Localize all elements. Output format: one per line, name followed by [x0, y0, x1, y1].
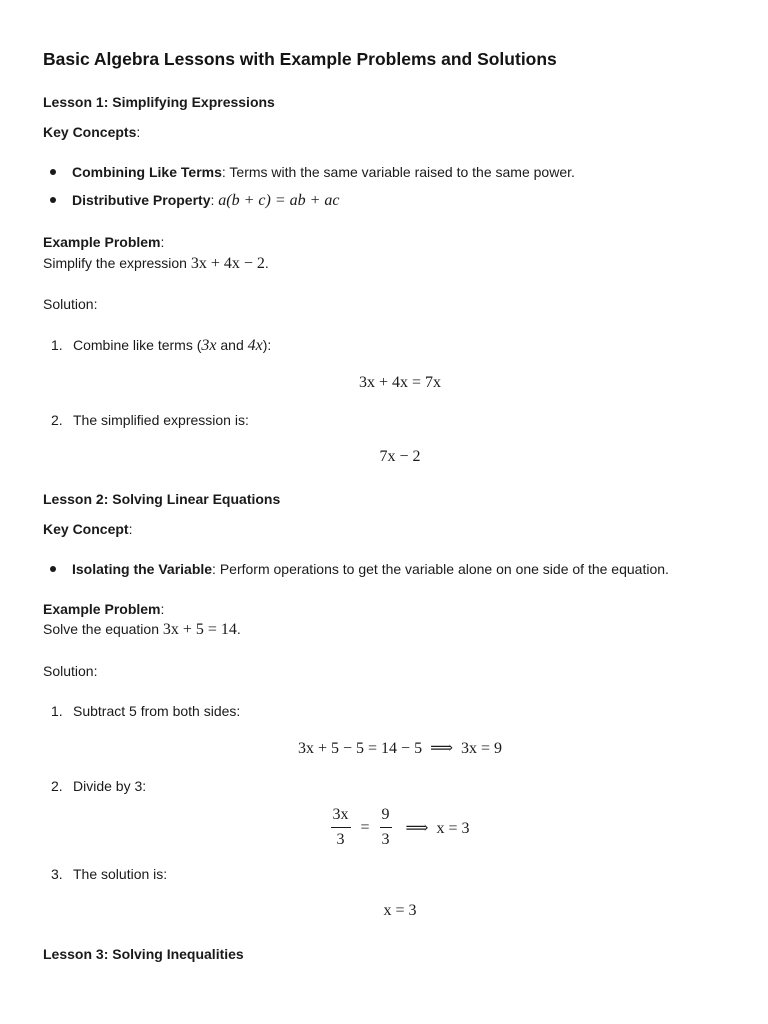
bullet-dot-icon: [50, 197, 56, 203]
bullet-term: Isolating the Variable: [72, 561, 213, 577]
example-end: .: [264, 255, 269, 271]
display-equation: 3x + 5 − 5 = 14 − 5 ⟹ 3x = 9: [297, 740, 503, 757]
solution-step: [51, 703, 240, 719]
step-text: Combine like terms (: [73, 337, 202, 353]
step-text: Divide by 3:: [73, 778, 147, 794]
lesson-2-key-concept: [43, 521, 132, 537]
step-text: ):: [262, 337, 272, 353]
lesson-1-example-label: [43, 234, 164, 250]
equals-sign: =: [360, 818, 370, 836]
bullet-item: [50, 192, 340, 210]
display-fraction-equation: [0, 806, 768, 849]
step-math: 4x: [247, 337, 263, 354]
bullet-item: [50, 561, 669, 577]
step-text: The solution is:: [73, 866, 168, 882]
step-number: 2.: [51, 412, 63, 428]
bullet-text: : Perform operations to get the variable alone on one side of the equation.: [212, 561, 669, 577]
fraction-denominator: 3: [336, 831, 345, 848]
bullet-dot-icon: [50, 566, 56, 572]
fraction-numerator: 9: [380, 806, 392, 828]
lesson-2-heading: Lesson 2: Solving Linear Equations: [43, 491, 281, 507]
fraction-left: [331, 806, 351, 849]
example-math: 3x + 5 = 14: [162, 621, 237, 638]
bullet-item: [50, 164, 575, 180]
lesson-2-example-text: [43, 621, 241, 639]
lesson-1-key-concepts: [43, 124, 140, 140]
bullet-math: a(b + c) = ab + ac: [218, 192, 340, 209]
lesson-3-heading: Lesson 3: Solving Inequalities: [43, 946, 244, 962]
bullet-dot-icon: [50, 169, 56, 175]
lesson-2-solution-label: Solution:: [43, 663, 98, 679]
key-concept-colon: :: [128, 521, 133, 537]
solution-step: [51, 778, 146, 794]
example-label: Example Problem: [43, 234, 161, 250]
display-equation: 7x − 2: [379, 448, 421, 465]
fraction-right: [380, 806, 392, 849]
step-number: 1.: [51, 703, 63, 719]
fraction-numerator: 3x: [331, 806, 351, 828]
fraction-denominator: 3: [381, 831, 390, 848]
example-label: Example Problem: [43, 601, 161, 617]
step-text: The simplified expression is:: [73, 412, 249, 428]
bullet-term: Combining Like Terms: [72, 164, 222, 180]
display-equation: 3x + 4x = 7x: [358, 374, 442, 391]
example-end: .: [236, 621, 241, 637]
step-text: and: [216, 337, 248, 353]
example-colon: :: [160, 234, 165, 250]
bullet-text: : Terms with the same variable raised to the same power.: [221, 164, 575, 180]
solution-step: [51, 337, 271, 355]
solution-step: [51, 866, 167, 882]
solution-step: [51, 412, 249, 428]
step-text: Subtract 5 from both sides:: [73, 703, 241, 719]
bullet-text: :: [210, 192, 219, 208]
lesson-1-heading: Lesson 1: Simplifying Expressions: [43, 94, 275, 110]
page-title: Basic Algebra Lessons with Example Problems and Solutions: [43, 49, 557, 69]
lesson-2-example-label: [43, 601, 164, 617]
key-concept-label: Key Concept: [43, 521, 129, 537]
lesson-1-solution-label: Solution:: [43, 296, 98, 312]
example-math: 3x + 4x − 2: [190, 255, 265, 272]
lesson-1-example-text: [43, 255, 269, 273]
example-colon: :: [160, 601, 165, 617]
example-text: Simplify the expression: [43, 255, 191, 271]
example-text: Solve the equation: [43, 621, 163, 637]
step-math: 3x: [201, 337, 217, 354]
implication-result: ⟹ x = 3: [405, 819, 470, 837]
key-concepts-colon: :: [136, 124, 141, 140]
display-equation: x = 3: [383, 902, 417, 919]
bullet-term: Distributive Property: [72, 192, 211, 208]
key-concepts-label: Key Concepts: [43, 124, 137, 140]
step-number: 3.: [51, 866, 63, 882]
step-number: 1.: [51, 337, 63, 353]
step-number: 2.: [51, 778, 63, 794]
